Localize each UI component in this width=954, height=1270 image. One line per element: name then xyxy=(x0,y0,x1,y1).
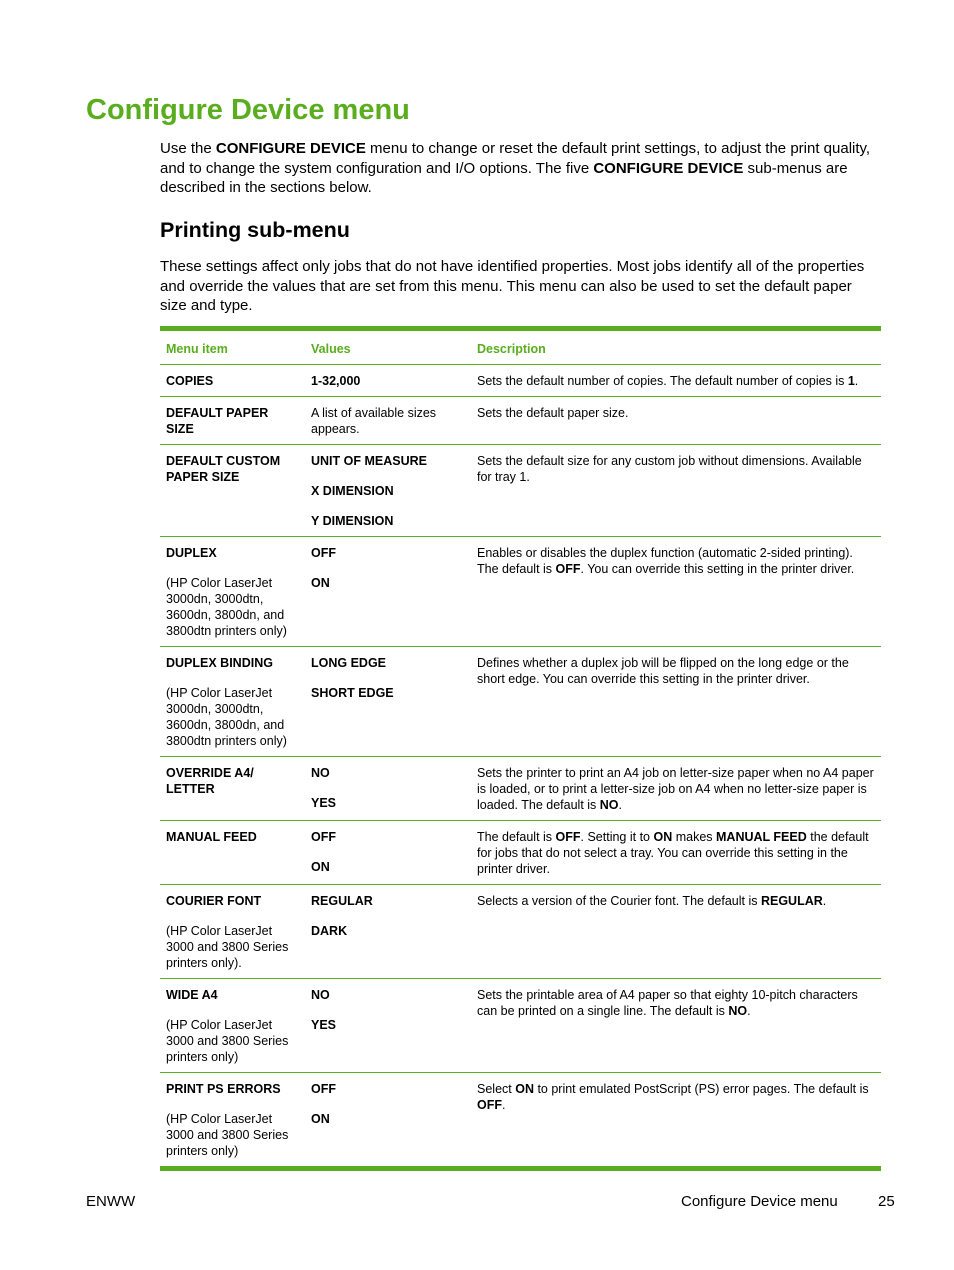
description-bold: NO xyxy=(728,1004,748,1018)
menu-item-note: (HP Color LaserJet 3000 and 3800 Series printers only) xyxy=(166,1018,289,1064)
description-text: Sets the default number of copies. The default number of copies is xyxy=(477,374,848,388)
description-text: Enables or disables the duplex function (automatic 2-sided printing). The default is xyxy=(477,546,853,576)
menu-item-note: (HP Color LaserJet 3000 and 3800 Series printers only). xyxy=(166,924,289,970)
intro-bold: CONFIGURE DEVICE xyxy=(593,159,744,177)
intro-paragraph xyxy=(160,139,882,198)
intro-text: menu to change or reset the default print settings, to adjust the print quality, and to change the system configuration and I/O options. The five xyxy=(160,140,871,177)
section-heading: Printing sub-menu xyxy=(160,218,350,242)
values-cell xyxy=(305,537,471,646)
description-text: Sets the printable area of A4 paper so that eighty 10-pitch characters can be printed on a single line. The default is xyxy=(477,988,858,1018)
page-title: Configure Device menu xyxy=(86,94,410,126)
description-bold: OFF xyxy=(477,1098,502,1112)
menu-item-note: (HP Color LaserJet 3000dn, 3000dtn, 3600dn, 3800dn, and 3800dtn printers only) xyxy=(166,686,287,748)
description-cell xyxy=(471,821,881,884)
menu-item-name: OVERRIDE A4/ LETTER xyxy=(166,766,254,796)
menu-item-cell xyxy=(160,821,305,884)
description-bold: OFF xyxy=(555,830,581,844)
menu-value: OFF xyxy=(311,546,336,560)
menu-item-name: DUPLEX xyxy=(166,546,217,560)
menu-item-note: (HP Color LaserJet 3000 and 3800 Series printers only) xyxy=(166,1112,289,1158)
description-cell xyxy=(471,537,881,646)
description-cell xyxy=(471,885,881,978)
intro-bold: CONFIGURE DEVICE xyxy=(215,140,366,157)
menu-value: REGULAR xyxy=(311,894,373,908)
menu-value: X DIMENSION xyxy=(311,484,394,498)
description-text: Selects a version of the Courier font. The default is xyxy=(477,894,761,908)
menu-item-note: (HP Color LaserJet 3000dn, 3000dtn, 3600dn, 3800dn, and 3800dtn printers only) xyxy=(166,576,287,638)
menu-table xyxy=(160,326,881,1171)
menu-item-cell xyxy=(160,757,305,820)
header-values: Values xyxy=(311,342,351,356)
values-cell xyxy=(305,647,471,756)
menu-item-name: DEFAULT CUSTOM PAPER SIZE xyxy=(166,454,281,484)
values-cell xyxy=(305,365,471,396)
description-text: Sets the default paper size. xyxy=(477,406,629,420)
menu-item-cell xyxy=(160,537,305,646)
description-cell xyxy=(471,647,881,756)
table-row xyxy=(160,884,881,978)
menu-item-cell xyxy=(160,885,305,978)
menu-value: LONG EDGE xyxy=(311,656,387,670)
description-text: the default for jobs that do not select a tray. You can override this setting in the printer driver. xyxy=(477,830,869,876)
values-cell xyxy=(305,397,471,444)
menu-value: NO xyxy=(311,766,330,780)
description-text: . Setting it to xyxy=(580,830,654,844)
description-bold: ON xyxy=(653,830,673,844)
description-bold: OFF xyxy=(555,562,581,576)
description-text: Select xyxy=(477,1082,516,1096)
table-row xyxy=(160,536,881,646)
description-text: . xyxy=(822,894,827,908)
description-bold: REGULAR xyxy=(760,894,823,908)
values-cell xyxy=(305,1073,471,1166)
description-cell xyxy=(471,757,881,820)
table-row xyxy=(160,1072,881,1166)
table-row xyxy=(160,396,881,444)
values-cell xyxy=(305,757,471,820)
values-cell xyxy=(305,821,471,884)
menu-item-name: COURIER FONT xyxy=(166,894,262,908)
description-bold: NO xyxy=(599,798,619,812)
menu-value: OFF xyxy=(311,1082,336,1096)
table-row xyxy=(160,646,881,756)
menu-item-name: DUPLEX BINDING xyxy=(166,656,273,670)
description-text: . xyxy=(854,374,859,388)
menu-item-name: COPIES xyxy=(166,374,214,388)
menu-value: ON xyxy=(311,860,330,874)
values-cell xyxy=(305,445,471,536)
menu-item-name: WIDE A4 xyxy=(166,988,218,1002)
table-row xyxy=(160,444,881,536)
menu-item-cell xyxy=(160,445,305,536)
header-description: Description xyxy=(477,342,546,356)
values-cell xyxy=(305,979,471,1072)
footer-section-label: Configure Device menu xyxy=(681,1193,838,1210)
menu-value: OFF xyxy=(311,830,336,844)
menu-value: SHORT EDGE xyxy=(311,686,394,700)
table-body xyxy=(160,364,881,1166)
description-cell xyxy=(471,979,881,1072)
menu-value: Y DIMENSION xyxy=(311,514,394,528)
menu-item-cell xyxy=(160,647,305,756)
description-text: . xyxy=(747,1004,751,1018)
menu-value: ON xyxy=(311,1112,330,1126)
description-cell xyxy=(471,397,881,444)
description-text: Defines whether a duplex job will be flipped on the long edge or the short edge. You can override this setting in the printer driver. xyxy=(477,656,849,686)
menu-value: ON xyxy=(311,576,330,590)
description-text: Sets the printer to print an A4 job on letter-size paper when no A4 paper is loaded, or to print a letter-size job on A4 when no letter-size paper is loaded. The default is xyxy=(477,766,874,812)
table-row xyxy=(160,364,881,396)
values-cell xyxy=(305,885,471,978)
table-header-row xyxy=(160,331,881,364)
description-text: Sets the default size for any custom job without dimensions. Available for tray 1. xyxy=(477,454,862,484)
menu-item-name: DEFAULT PAPER SIZE xyxy=(166,406,269,436)
description-cell xyxy=(471,365,881,396)
description-text: . xyxy=(618,798,623,812)
menu-value: YES xyxy=(311,1018,337,1032)
menu-item-cell xyxy=(160,365,305,396)
table-row xyxy=(160,820,881,884)
menu-item-name: PRINT PS ERRORS xyxy=(166,1082,281,1096)
header-menu-item: Menu item xyxy=(166,342,228,356)
description-text: makes xyxy=(672,830,716,844)
menu-item-cell xyxy=(160,397,305,444)
menu-value: 1-32,000 xyxy=(311,374,361,388)
section-paragraph: These settings affect only jobs that do not have identified properties. Most jobs identify all of the properties and override the values that are set from this menu. This menu can also be used to set the default paper size and type. xyxy=(160,258,865,314)
menu-item-cell xyxy=(160,1073,305,1166)
table-row xyxy=(160,978,881,1072)
menu-item-cell xyxy=(160,979,305,1072)
footer-left-label: ENWW xyxy=(86,1193,136,1210)
menu-value: YES xyxy=(311,796,337,810)
description-cell xyxy=(471,1073,881,1166)
description-cell xyxy=(471,445,881,536)
description-text: . xyxy=(502,1098,506,1112)
menu-value: UNIT OF MEASURE xyxy=(311,454,427,468)
description-bold: ON xyxy=(515,1082,534,1096)
description-text: The default is xyxy=(477,830,556,844)
menu-value: A list of available sizes appears. xyxy=(311,406,437,436)
table-row xyxy=(160,756,881,820)
menu-value: NO xyxy=(311,988,330,1002)
description-text: to print emulated PostScript (PS) error pages. The default is xyxy=(533,1082,869,1096)
intro-text: sub-menus are described in the sections below. xyxy=(160,159,848,196)
description-bold: 1 xyxy=(847,374,855,388)
menu-value: DARK xyxy=(311,924,348,938)
description-bold: MANUAL FEED xyxy=(716,830,807,844)
description-text: . You can override this setting in the printer driver. xyxy=(580,562,855,576)
menu-item-name: MANUAL FEED xyxy=(166,830,257,844)
intro-text: Use the xyxy=(160,140,216,157)
page-number: 25 xyxy=(878,1193,895,1210)
